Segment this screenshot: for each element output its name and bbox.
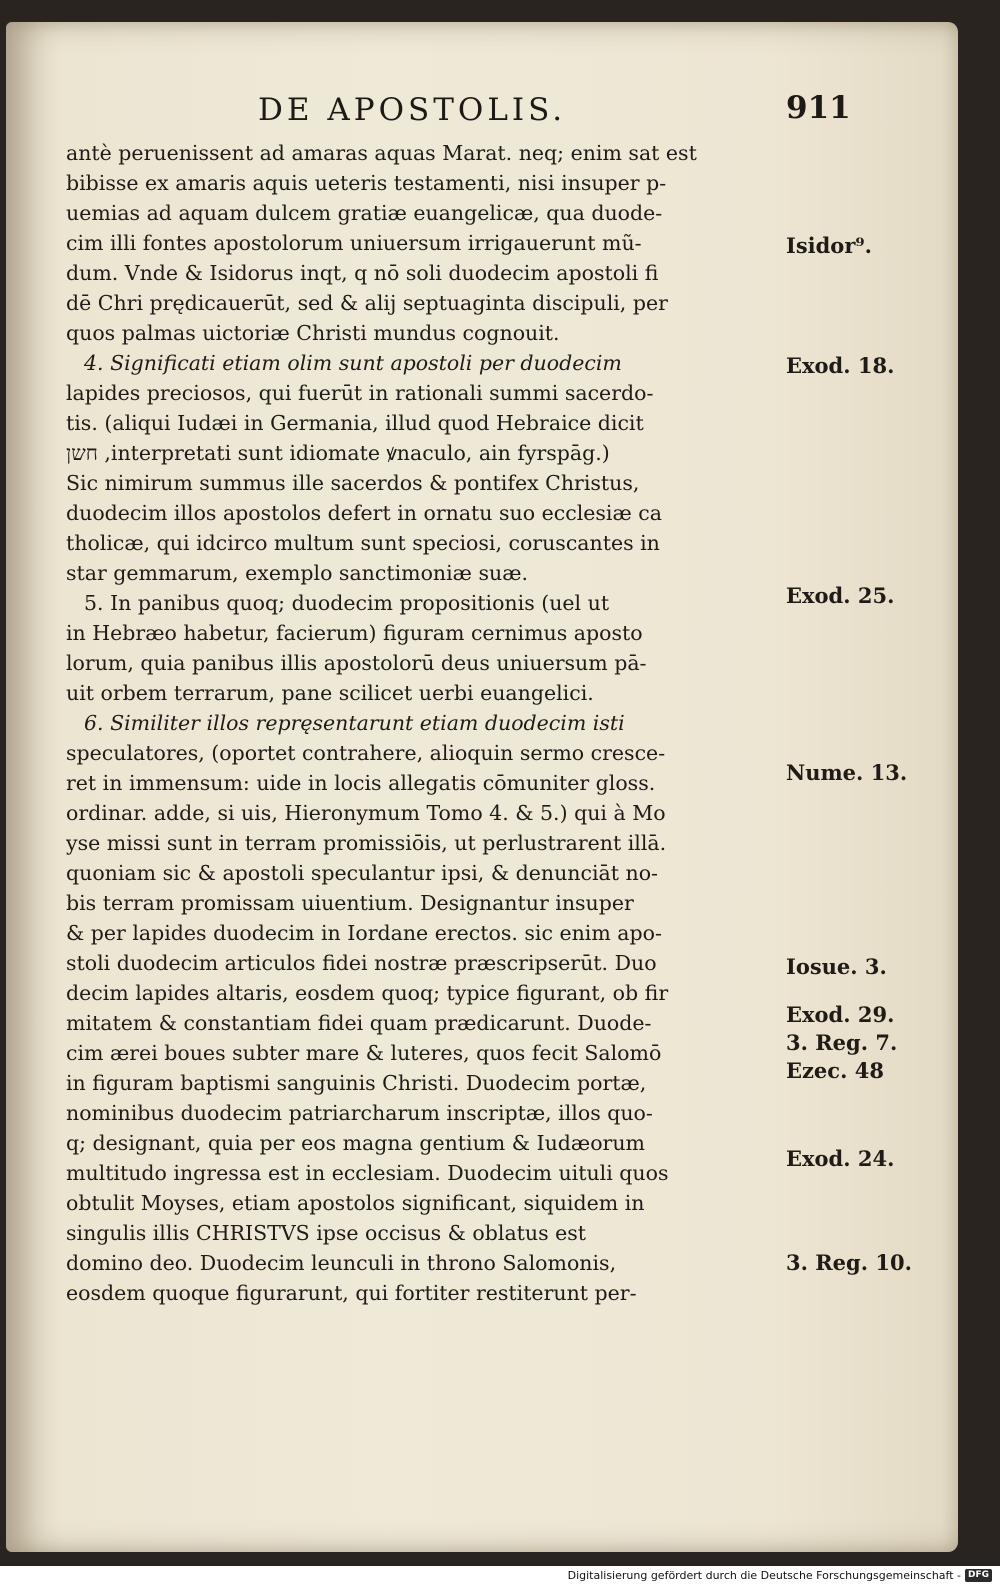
text-line: Sic nimirum summus ille sacerdos & pontifex Christus, xyxy=(66,471,640,495)
text-line: uemias ad aquam dulcem gratiæ euangelicæ, qua duode- xyxy=(66,201,663,225)
text-line: 5. In panibus quoq; duodecim propositionis (uel ut xyxy=(84,591,610,615)
marginal-note: 3. Reg. 10. xyxy=(786,1250,912,1275)
dfg-logo: DFG xyxy=(965,1569,992,1582)
text-line: uit orbem terrarum, pane scilicet uerbi euangelici. xyxy=(66,681,594,705)
body-text xyxy=(66,138,782,1308)
digitization-credit xyxy=(568,1567,992,1584)
text-line: bis terram promissam uiuentium. Designantur insuper xyxy=(66,891,634,915)
text-line: tis. (aliqui Iudæi in Germania, illud quod Hebraice dicit xyxy=(66,411,644,435)
text-line: & per lapides duodecim in Iordane erectos. sic enim apo- xyxy=(66,921,662,945)
text-line: q; designant, quia per eos magna gentium & Iudæorum xyxy=(66,1131,645,1155)
credit-text: Digitalisierung gefördert durch die Deutsche Forschungsgemeinschaft - xyxy=(567,1569,961,1582)
text-line: obtulit Moyses, etiam apostolos significant, siquidem in xyxy=(66,1191,645,1215)
marginal-note: Exod. 24. xyxy=(786,1146,895,1171)
text-line: tholicæ, qui idcirco multum sunt speciosi, coruscantes in xyxy=(66,531,660,555)
text-line: 4. Significati etiam olim sunt apostoli per duodecim xyxy=(84,351,622,375)
text-line: in figuram baptismi sanguinis Christi. Duodecim portæ, xyxy=(66,1071,647,1095)
text-line: mitatem & constantiam fidei quam prædicarunt. Duode- xyxy=(66,1011,652,1035)
marginal-note: Iosue. 3. xyxy=(786,954,887,979)
folio-number: 911 xyxy=(786,90,851,126)
text-line: duodecim illos apostolos defert in ornatu suo ecclesiæ ca xyxy=(66,501,662,525)
running-head: DE APOSTOLIS. xyxy=(258,92,567,128)
text-line: decim lapides altaris, eosdem quoq; typice figurant, ob fir xyxy=(66,981,669,1005)
text-line: cim ærei boues subter mare & luteres, quos fecit Salomō xyxy=(66,1041,662,1065)
marginal-note: 3. Reg. 7. xyxy=(786,1030,898,1055)
text-line: domino deo. Duodecim leunculi in throno Salomonis, xyxy=(66,1251,617,1275)
marginal-note: Isidor⁹. xyxy=(786,233,872,258)
text-line: cim illi fontes apostolorum uniuersum irrigauerunt mũ- xyxy=(66,231,642,255)
text-line: quos palmas uictoriæ Christi mundus cognouit. xyxy=(66,321,560,345)
text-line: singulis illis CHRISTVS ipse occisus & oblatus est xyxy=(66,1221,587,1245)
text-line: speculatores, (oportet contrahere, alioquin sermo cresce- xyxy=(66,741,666,765)
marginal-note: Exod. 25. xyxy=(786,583,895,608)
text-line: nominibus duodecim patriarcharum inscriptæ, illos quo- xyxy=(66,1101,653,1125)
marginal-note: Nume. 13. xyxy=(786,760,908,785)
text-line: antè peruenissent ad amaras aquas Marat. neq; enim sat est xyxy=(66,141,697,165)
marginal-notes xyxy=(786,138,956,1338)
text-line: ordinar. adde, si uis, Hieronymum Tomo 4. & 5.) qui à Mo xyxy=(66,801,666,825)
text-line: multitudo ingressa est in ecclesiam. Duodecim uituli quos xyxy=(66,1161,669,1185)
marginal-note: Exod. 18. xyxy=(786,353,895,378)
text-line: ret in immensum: uide in locis allegatis cōmuniter gloss. xyxy=(66,771,656,795)
text-line: stoli duodecim articulos fidei nostræ præscripserūt. Duo xyxy=(66,951,657,975)
text-line: dē Chri prędicauerūt, sed & alij septuaginta discipuli, per xyxy=(66,291,668,315)
text-line: lorum, quia panibus illis apostolorū deus uniuersum pā- xyxy=(66,651,647,675)
text-line: in Hebræo habetur, facierum) figuram cernimus aposto xyxy=(66,621,643,645)
text-line: yse missi sunt in terram promissiōis, ut perlustrarent illā. xyxy=(66,831,667,855)
text-line: 6. Similiter illos repręsentarunt etiam duodecim isti xyxy=(84,711,625,735)
text-line: quoniam sic & apostoli speculantur ipsi, & denunciāt no- xyxy=(66,861,658,885)
text-line: dum. Vnde & Isidorus inqt, q nō soli duodecim apostoli fi xyxy=(66,261,659,285)
text-line: lapides preciosos, qui fuerūt in rationali summi sacerdo- xyxy=(66,381,654,405)
text-line: eosdem quoque figurarunt, qui fortiter restiterunt per- xyxy=(66,1281,637,1305)
page-header xyxy=(0,92,1000,136)
marginal-note: Ezec. 48 xyxy=(786,1058,884,1083)
text-line: star gemmarum, exemplo sanctimoniæ suæ. xyxy=(66,561,528,585)
text-line: bibisse ex amaris aquis ueteris testamenti, nisi insuper p- xyxy=(66,171,667,195)
text-line: חשן ,interpretati sunt idiomate ꝟnaculo, ain fyrspāg.) xyxy=(66,441,610,465)
marginal-note: Exod. 29. xyxy=(786,1002,895,1027)
